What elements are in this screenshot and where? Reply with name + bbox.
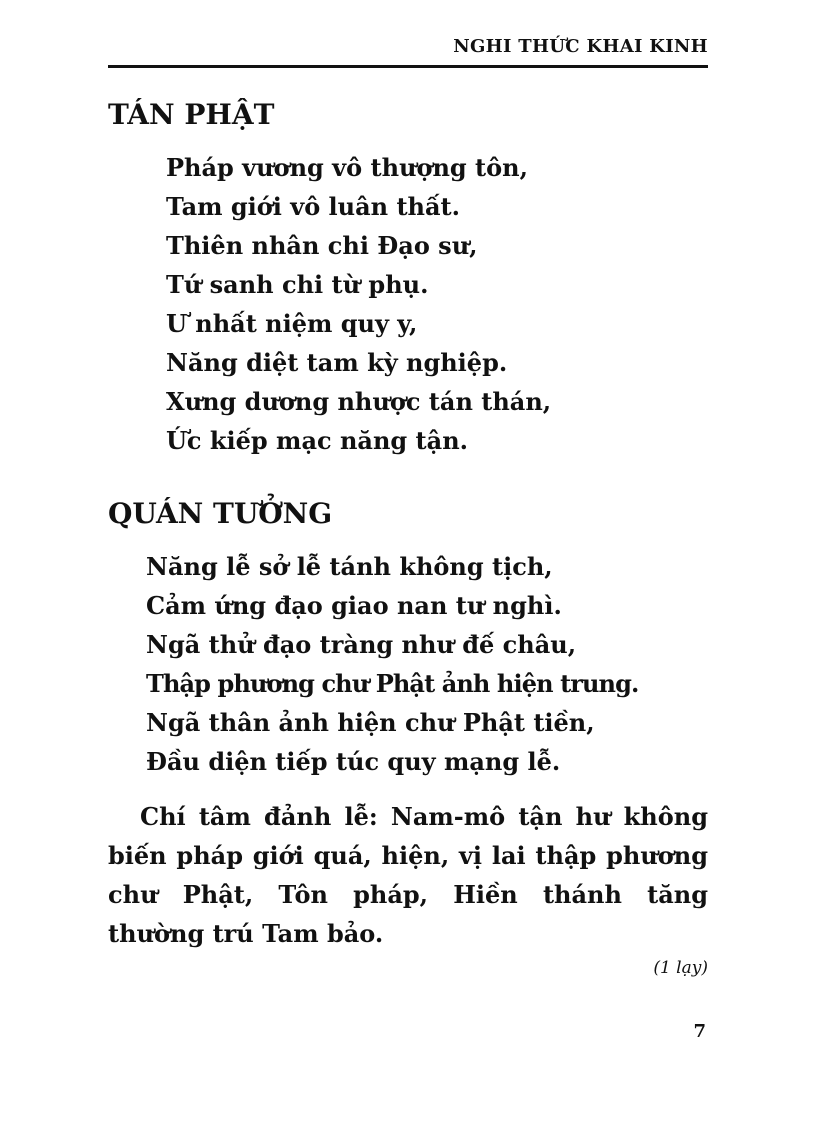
verse-line: Thập phương chư Phật ảnh hiện trung. [146,669,639,698]
verse-line: Ngã thân ảnh hiện chư Phật tiền, [146,708,595,737]
verse-line: Ư nhất niệm quy y, [166,309,418,338]
verse-line: Tứ sanh chi từ phụ. [166,270,429,299]
verse-line: Pháp vương vô thượng tôn, [166,153,528,182]
running-header: NGHI THỨC KHAI KINH [453,36,708,57]
page-number: 7 [693,1021,706,1042]
verse-line: Năng lễ sở lễ tánh không tịch, [146,552,553,581]
verse-line: Đầu diện tiếp túc quy mạng lễ. [146,747,561,776]
verse-line: Cảm ứng đạo giao nan tư nghì. [146,591,562,620]
verse-quan-tuong [146,547,638,781]
verse-tan-phat [166,148,551,460]
verse-line: Xưng dương nhược tán thán, [166,387,552,416]
verse-line: Ức kiếp mạc năng tận. [166,426,468,455]
verse-line: Tam giới vô luân thất. [166,192,460,221]
section-title-quan-tuong: QUÁN TƯỞNG [108,497,333,530]
verse-line: Năng diệt tam kỳ nghiệp. [166,348,508,377]
verse-line: Ngã thử đạo tràng như đế châu, [146,630,577,659]
verse-line: Thiên nhân chi Đạo sư, [166,231,478,260]
header-rule [108,65,708,68]
section-title-tan-phat: TÁN PHẬT [108,98,275,131]
prostration-note: (1 lạy) [653,958,708,978]
prostration-paragraph: Chí tâm đảnh lễ: Nam-mô tận hư không biến pháp giới quá, hiện, vị lai thập phương chư Phật, Tôn pháp, Hiền thánh tăng thường trú Tam bảo. [108,802,708,948]
